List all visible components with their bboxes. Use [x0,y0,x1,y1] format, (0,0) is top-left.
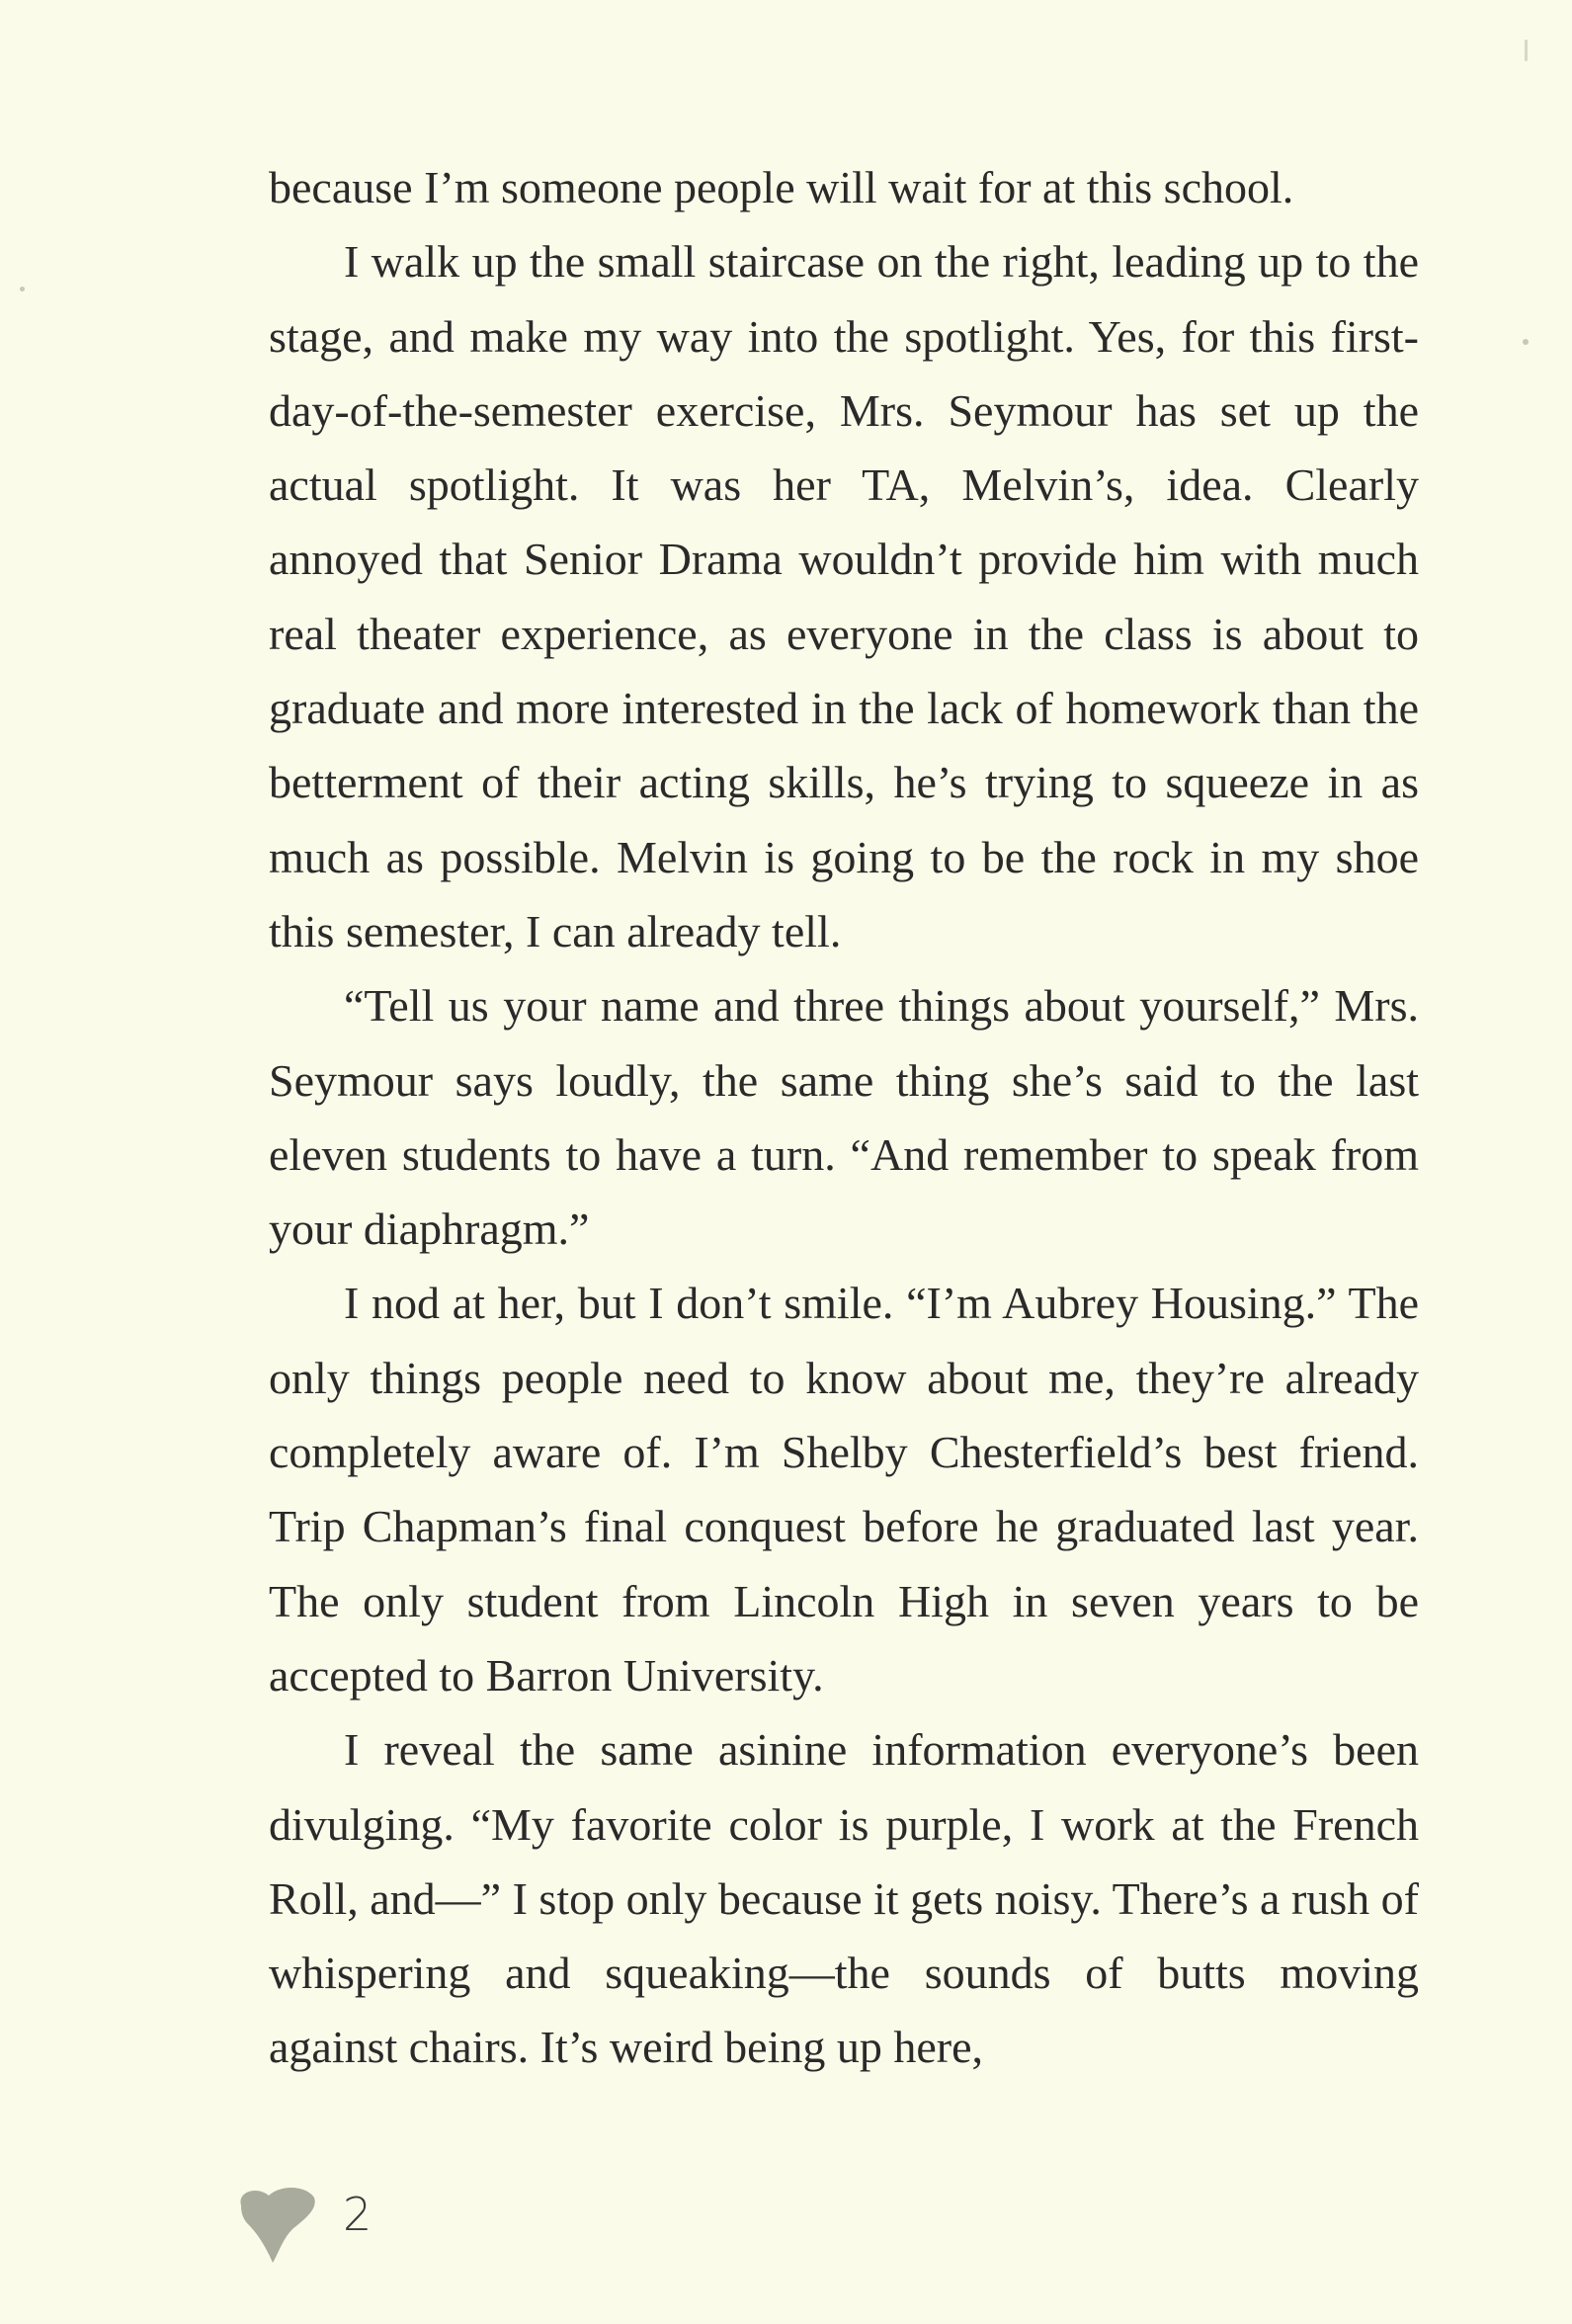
page-number: 2 [343,2188,372,2241]
paragraph-5: I reveal the same asinine information everyone’s been divulging. “My favorite color is purple, I work at the French Roll, and—” I stop only because it gets noisy. There’s a rush of whispering and squeaking—the sounds of butts moving against chairs. It’s weird being up here, [269,1724,1419,2073]
paragraph-3: “Tell us your name and three things about yourself,” Mrs. Seymour says loudly, the same thing she’s said to the last eleven students to have a turn. “And remember to speak from your diaphragm.” [269,980,1419,1255]
body-text [269,150,1419,2085]
paper-speck [1525,40,1528,61]
paper-speck [1523,339,1529,345]
heart-ornament-icon [235,2184,318,2265]
paper-speck [20,287,25,291]
paragraph-4: I nod at her, but I don’t smile. “I’m Aubrey Housing.” The only things people need to know about me, they’re already completely aware of. I’m Shelby Chesterfield’s best friend. Trip Chapman’s final conquest before he graduated last year. The only student from Lincoln High in seven years to be accepted to Barron University. [269,1278,1419,1701]
paragraph-1: because I’m someone people will wait for at this school. [269,162,1294,212]
paragraph-2: I walk up the small staircase on the right, leading up to the stage, and make my way into the spotlight. Yes, for this first-day-of-the-semester exercise, Mrs. Seymour has set up the actual spotlight. It was her TA, Melvin’s, idea. Clearly annoyed that Senior Drama wouldn’t provide him with much real theater experience, as everyone in the class is about to graduate and more interested in the lack of homework than the betterment of their acting skills, he’s trying to squeeze in as much as possible. Melvin is going to be the rock in my shoe this semester, I can already tell. [269,236,1419,956]
